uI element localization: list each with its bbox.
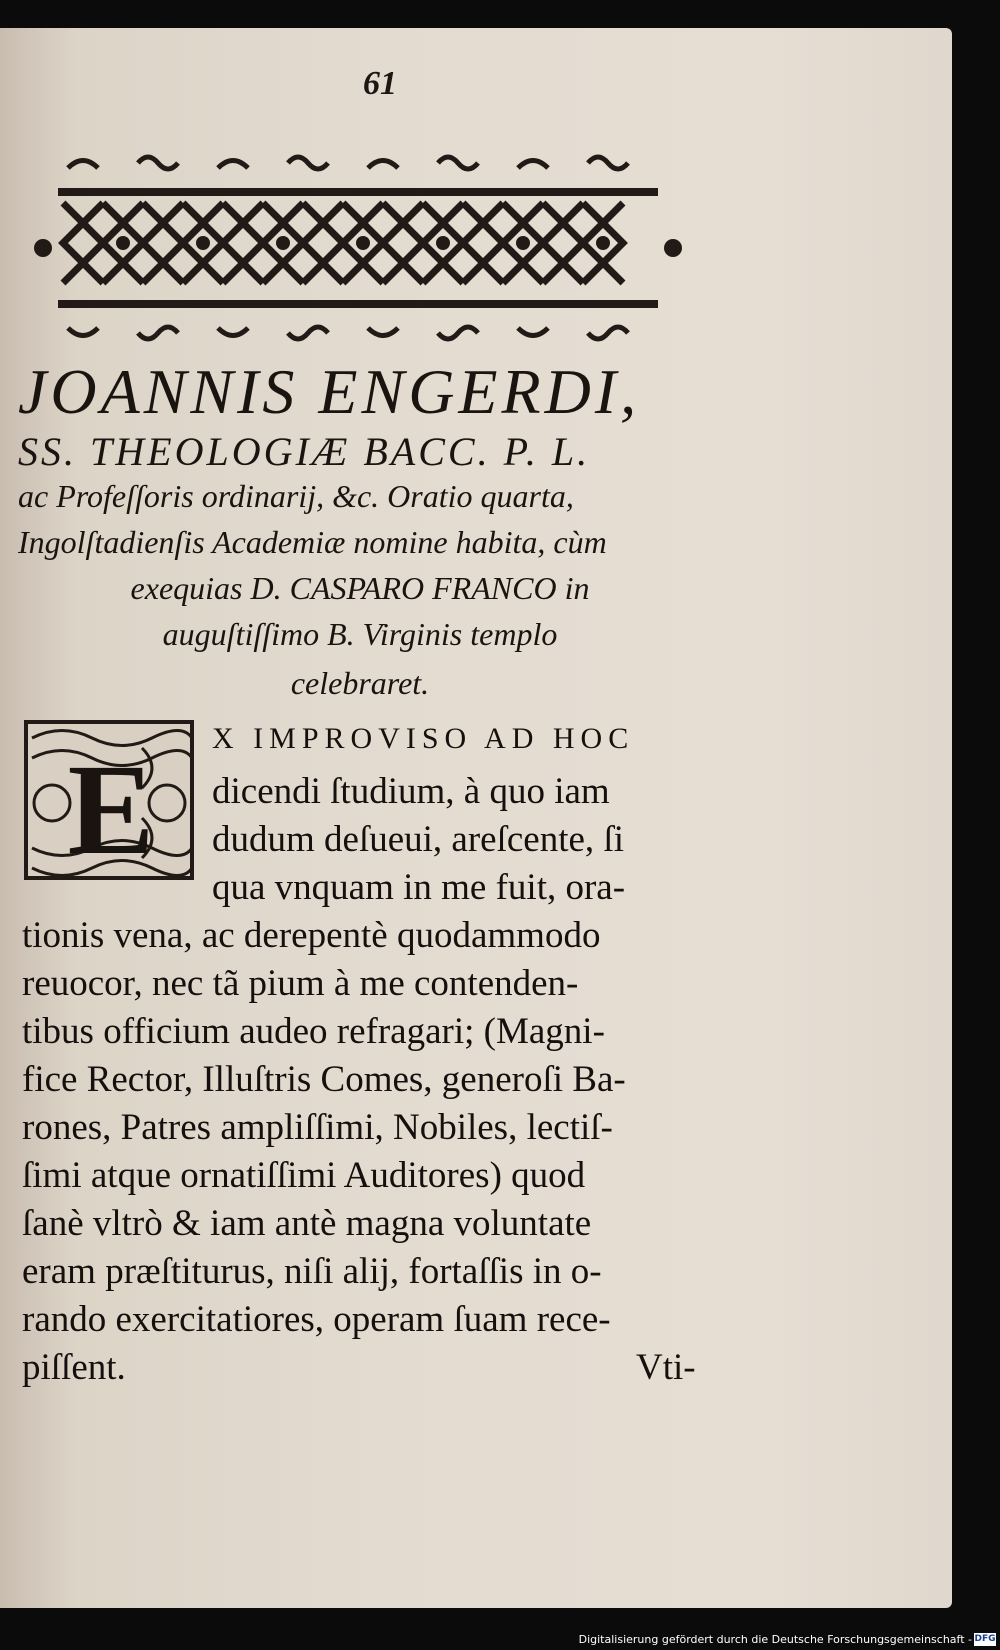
author-heading: JOANNIS ENGERDI, [18, 356, 641, 427]
funding-notice: Digitalisierung gefördert durch die Deutsche Forschungsgemeinschaft - [578, 1633, 972, 1646]
decorated-initial-icon [22, 718, 200, 890]
body-line-13: rando exercitatiores, operam ſuam rece- [22, 1299, 611, 1340]
body-line-5: tionis vena, ac derepentè quodammodo [22, 915, 601, 956]
initial-letter: E [67, 738, 155, 882]
body-line-12: eram præſtiturus, niſi alij, fortaſſis in o- [22, 1251, 602, 1292]
body-line-8: fice Rector, Illuſtris Comes, generoſi Ba- [22, 1059, 626, 1100]
body-line-4: qua vnquam in me fuit, ora- [212, 867, 626, 908]
decorative-headpiece-icon [28, 148, 688, 348]
subtitle-line-4: auguſtiſſimo B. Virginis templo [162, 616, 558, 652]
subtitle-line-3: exequias D. CASPARO FRANCO in [130, 570, 590, 606]
body-line-6: reuocor, nec tã pium à me contenden- [22, 963, 579, 1004]
body-line-1: X IMPROVISO AD HOC [212, 722, 635, 755]
subtitle-line-2: Ingolſtadienſis Academiæ nomine habita, cùm [18, 524, 607, 560]
catchword: Vti- [636, 1347, 696, 1388]
body-line-11: ſanè vltrò & iam antè magna voluntate [22, 1203, 592, 1244]
dfg-logo-icon: DFG [974, 1634, 996, 1644]
footer-bar [0, 1628, 1000, 1650]
body-line-7: tibus officium audeo refragari; (Magni- [22, 1011, 605, 1052]
subtitle-line-1: ac Profeſſoris ordinarij, &c. Oratio quarta, [18, 478, 574, 514]
body-line-10: ſimi atque ornatiſſimi Auditores) quod [22, 1155, 586, 1196]
subtitle-line-5: celebraret. [290, 665, 430, 701]
body-line-14: piſſent. [22, 1347, 126, 1388]
author-title-line: SS. THEOLOGIÆ BACC. P. L. [18, 429, 591, 474]
page-number: 61 [363, 65, 397, 102]
body-line-2: dicendi ſtudium, à quo iam [212, 771, 610, 812]
body-line-3: dudum deſueui, areſcente, ſi [212, 819, 624, 860]
body-line-9: rones, Patres ampliſſimi, Nobiles, lectiſ- [22, 1107, 613, 1148]
